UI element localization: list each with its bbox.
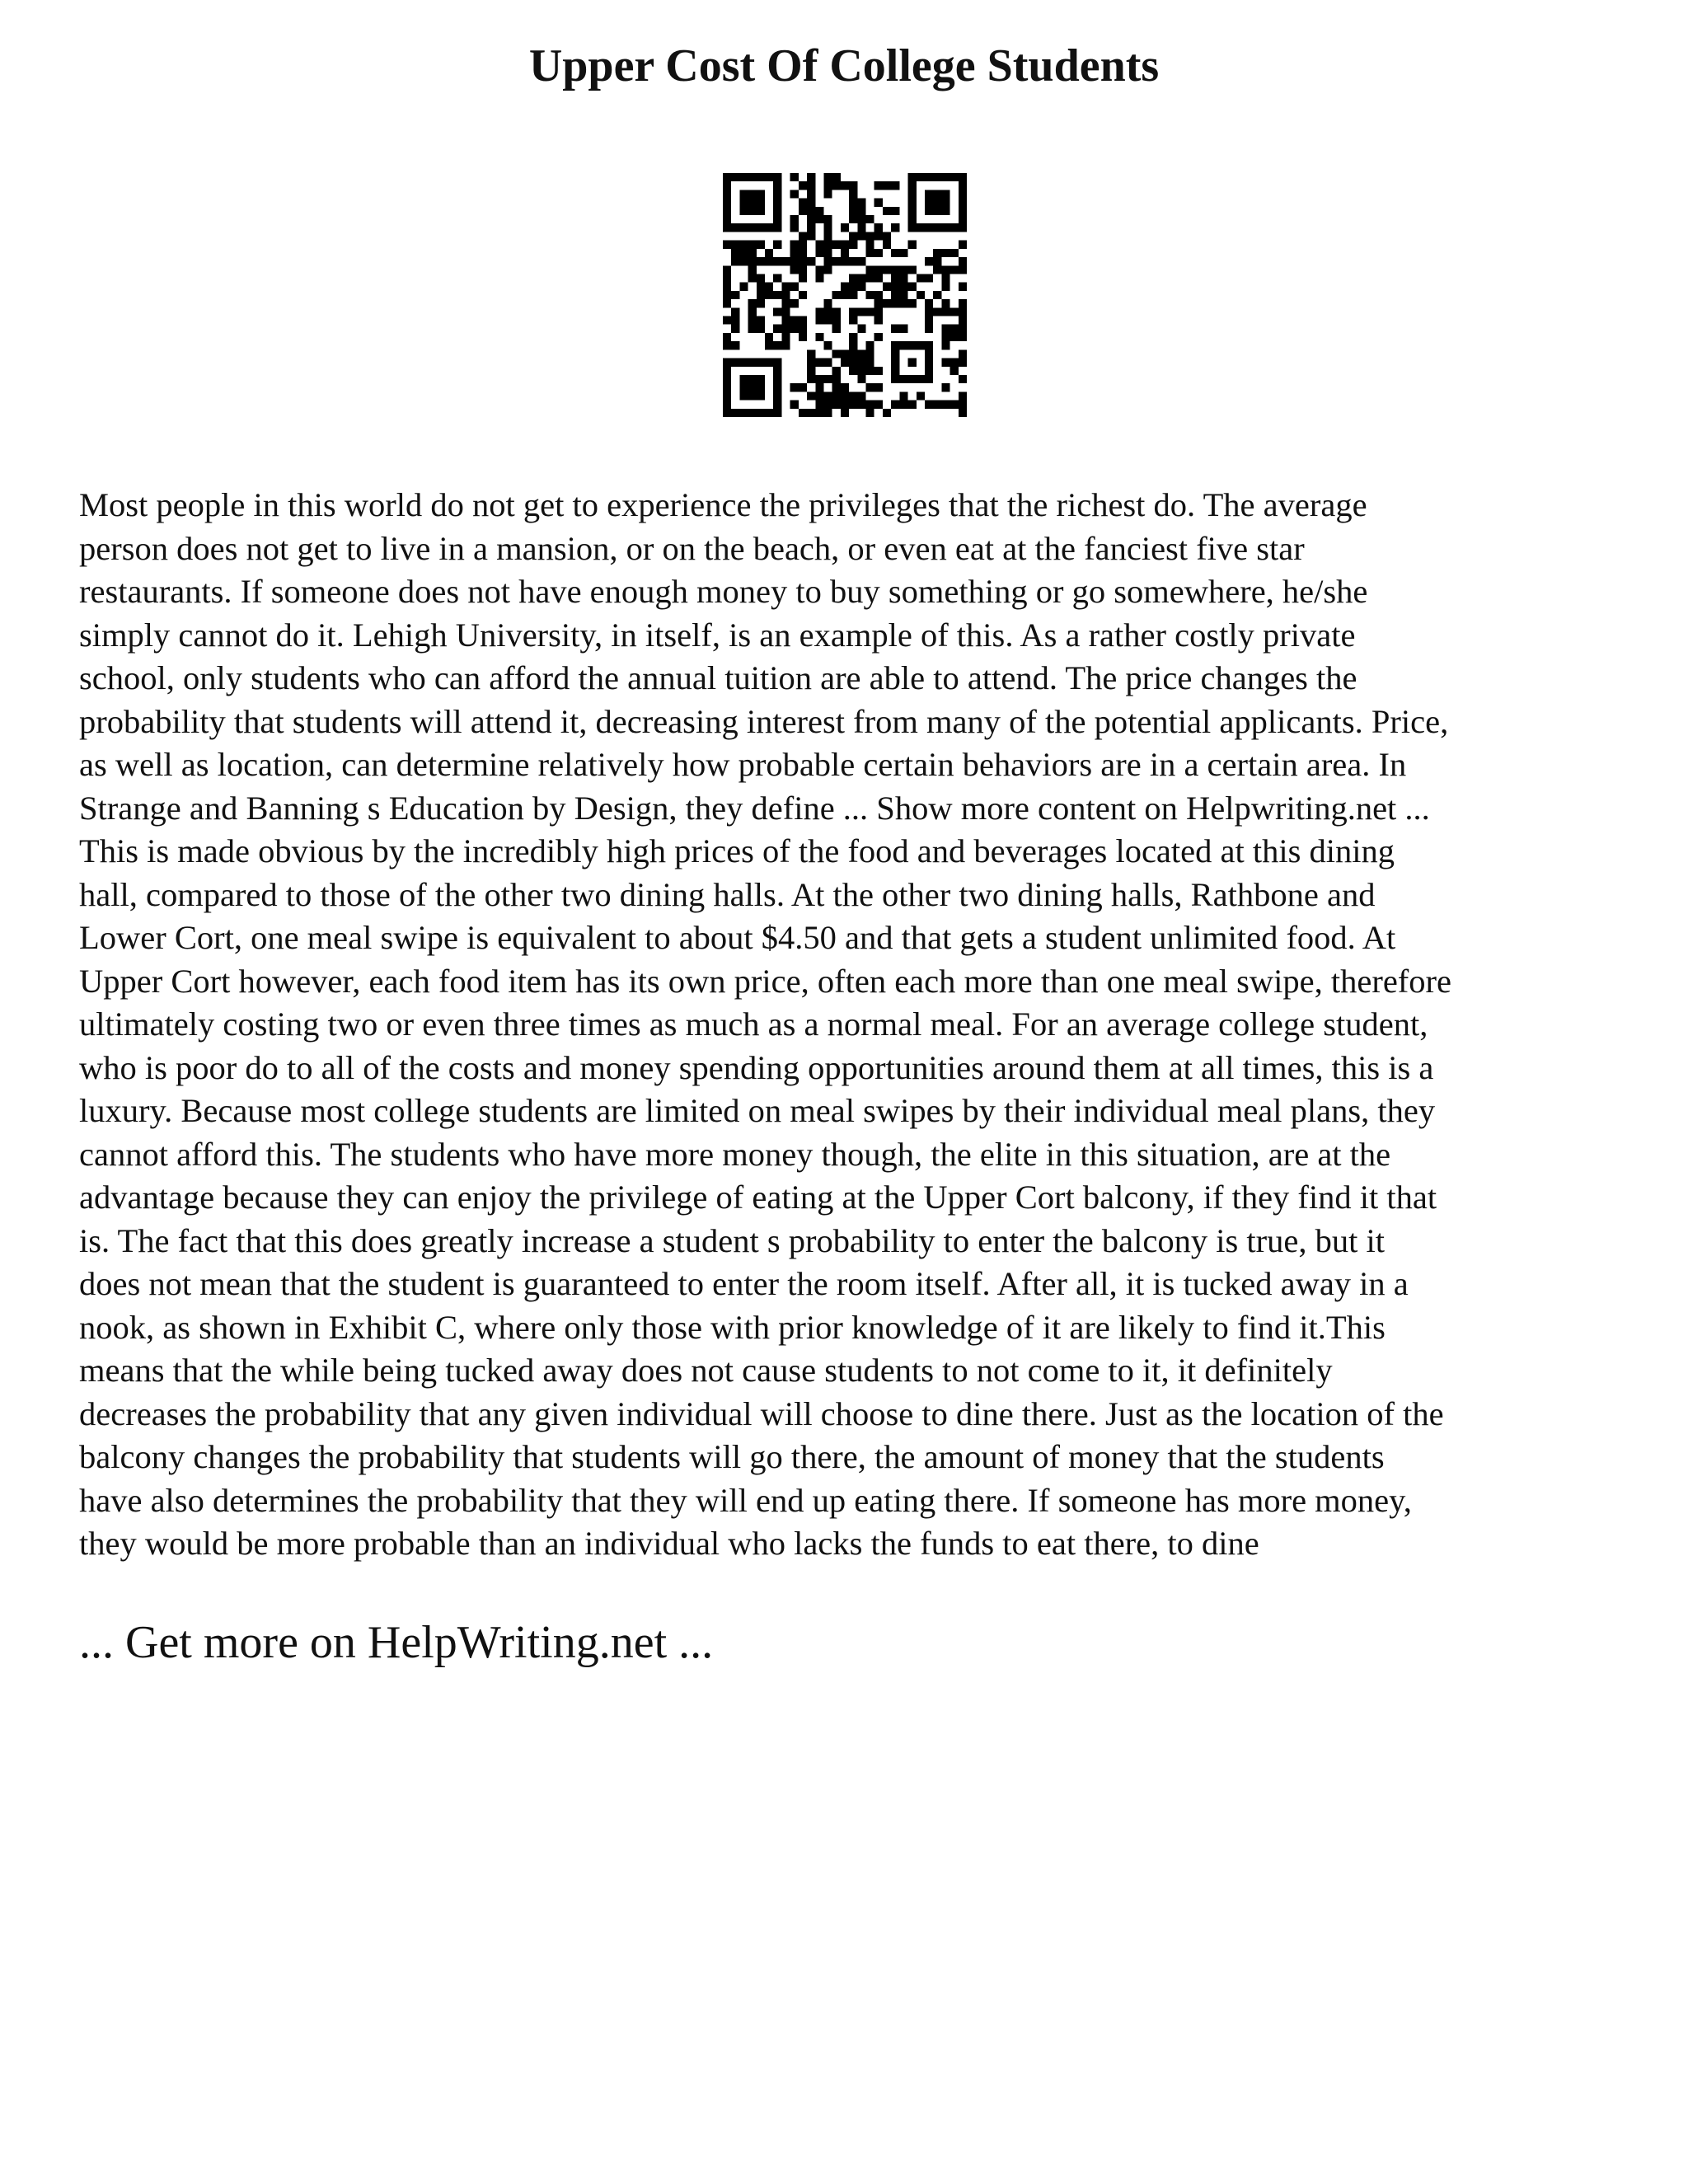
body-line: simply cannot do it. Lehigh University, in itself, is an example of this. As a rather costly private (79, 616, 1356, 654)
body-line: Most people in this world do not get to experience the privileges that the richest do. The average (79, 486, 1367, 523)
body-line: ultimately costing two or even three times as much as a normal meal. For an average college student, (79, 1005, 1428, 1043)
body-line: hall, compared to those of the other two dining halls. At the other two dining halls, Rathbone and (79, 875, 1376, 913)
body-line: Upper Cort however, each food item has its own price, often each more than one meal swipe, therefore (79, 962, 1452, 1000)
body-line: who is poor do to all of the costs and money spending opportunities around them at all times, this is a (79, 1048, 1434, 1086)
body-line: Lower Cort, one meal swipe is equivalent to about $4.50 and that gets a student unlimited food. At (79, 919, 1396, 956)
body-line: school, only students who can afford the annual tuition are able to attend. The price changes the (79, 659, 1357, 696)
body-line: person does not get to live in a mansion, or on the beach, or even eat at the fanciest five star (79, 529, 1305, 567)
body-line: as well as location, can determine relatively how probable certain behaviors are in a certain area. In (79, 746, 1407, 783)
body-line: advantage because they can enjoy the privilege of eating at the Upper Cort balcony, if they find it that (79, 1179, 1437, 1216)
body-line: Strange and Banning s Education by Design, they define ... Show more content on Helpwriting.net ... (79, 789, 1430, 827)
body-line: cannot afford this. The students who have more money though, the elite in this situation, are at the (79, 1135, 1391, 1173)
body-line: does not mean that the student is guaranteed to enter the room itself. After all, it is tucked away in a (79, 1265, 1409, 1302)
qr-code-icon (723, 173, 967, 417)
body-line: restaurants. If someone does not have enough money to buy something or go somewhere, he/she (79, 573, 1368, 610)
article-body (79, 484, 1629, 1566)
get-more-link[interactable]: ... Get more on HelpWriting.net ... (79, 1617, 714, 1668)
page-title: Upper Cost Of College Students (528, 40, 1160, 91)
body-line: This is made obvious by the incredibly high prices of the food and beverages located at this dining (79, 832, 1395, 869)
body-line: balcony changes the probability that students will go there, the amount of money that the students (79, 1438, 1385, 1475)
body-line: luxury. Because most college students are limited on meal swipes by their individual meal plans, they (79, 1092, 1436, 1129)
body-line: have also determines the probability that they will end up eating there. If someone has more money, (79, 1481, 1412, 1519)
body-line: decreases the probability that any given individual will choose to dine there. Just as the location of the (79, 1394, 1444, 1432)
body-line: means that the while being tucked away does not cause students to not come to it, it definitely (79, 1352, 1333, 1389)
qr-code (723, 173, 967, 417)
body-line: is. The fact that this does greatly increase a student s probability to enter the balcony is true, but it (79, 1221, 1385, 1259)
body-line: nook, as shown in Exhibit C, where only those with prior knowledge of it are likely to find it.This (79, 1308, 1386, 1346)
body-line: they would be more probable than an individual who lacks the funds to eat there, to dine (79, 1525, 1259, 1562)
body-line: probability that students will attend it, decreasing interest from many of the potential applicants. Price, (79, 702, 1449, 740)
